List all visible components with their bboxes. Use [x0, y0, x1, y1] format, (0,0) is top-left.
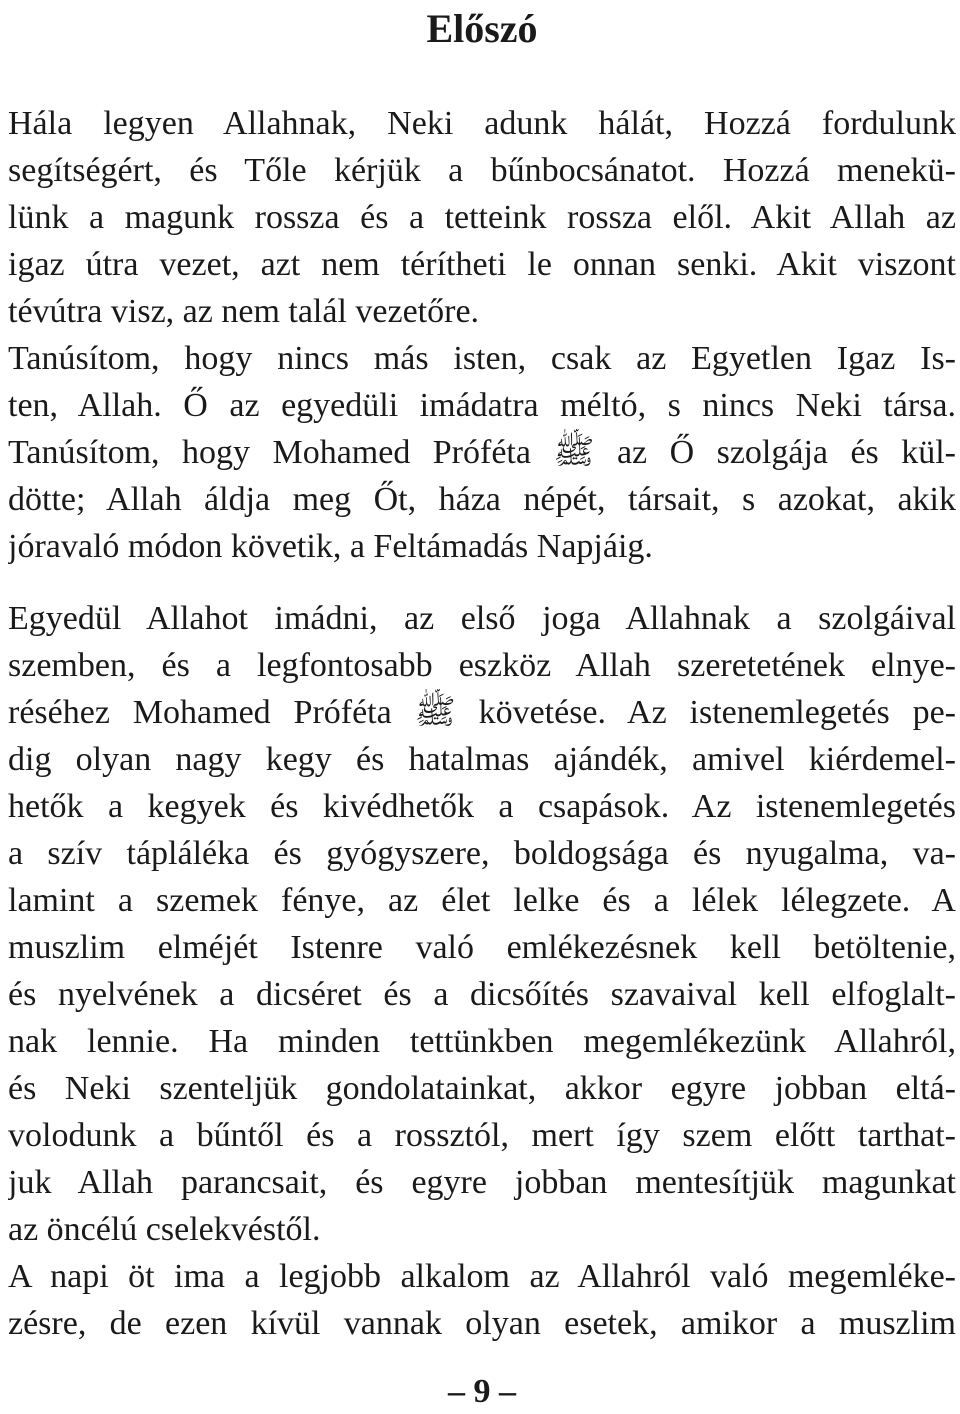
- text-line: hetők a kegyek és kivédhetők a csapások. Az istenemlegetés: [8, 788, 956, 825]
- text-line: A napi öt ima a legjobb alkalom az Allahról való megemléke-: [8, 1258, 956, 1295]
- body-text: [8, 100, 956, 1347]
- text-line: igaz útra vezet, azt nem térítheti le onnan senki. Akit viszont: [8, 246, 956, 283]
- text-line: lamint a szemek fénye, az élet lelke és a lélek lélegzete. A: [8, 882, 956, 919]
- text-line: Hála legyen Allahnak, Neki adunk hálát, Hozzá fordulunk: [8, 105, 956, 142]
- text-line: és nyelvének a dicséret és a dicsőítés szavaival kell elfoglalt-: [8, 976, 956, 1013]
- page-number: – 9 –: [448, 1373, 516, 1410]
- text-line: tévútra visz, az nem talál vezetőre.: [8, 293, 480, 330]
- text-line: ten, Allah. Ő az egyedüli imádatra méltó, s nincs Neki társa.: [8, 387, 956, 424]
- text-line: Tanúsítom, hogy Mohamed Próféta ﷺ az Ő szolgája és kül-: [8, 434, 956, 471]
- text-line: juk Allah parancsait, és egyre jobban mentesítjük magunkat: [8, 1164, 956, 1201]
- text-line: volodunk a bűntől és a rossztól, mert így szem előtt tarthat-: [8, 1117, 956, 1154]
- text-line: dötte; Allah áldja meg Őt, háza népét, társait, s azokat, akik: [8, 481, 956, 518]
- text-line: és Neki szenteljük gondolatainkat, akkor egyre jobban eltá-: [8, 1070, 956, 1107]
- text-line: muszlim elméjét Istenre való emlékezésnek kell betöltenie,: [8, 929, 956, 966]
- text-line: Tanúsítom, hogy nincs más isten, csak az Egyetlen Igaz Is-: [8, 340, 956, 377]
- paragraph-1: [8, 100, 956, 570]
- text-line: nak lennie. Ha minden tettünkben megemlékezünk Allahról,: [8, 1023, 956, 1060]
- paragraph-gap: [8, 570, 956, 595]
- text-line: szemben, és a legfontosabb eszköz Allah szeretetének elnye-: [8, 647, 956, 684]
- page-title: Előszó: [426, 6, 538, 51]
- text-line: a szív tápláléka és gyógyszere, boldogsága és nyugalma, va-: [8, 835, 956, 872]
- text-line: az öncélú cselekvéstől.: [8, 1211, 321, 1248]
- text-line: Egyedül Allahot imádni, az első joga Allahnak a szolgáival: [8, 600, 956, 637]
- text-line: jóravaló módon követik, a Feltámadás Napjáig.: [8, 528, 653, 565]
- text-line: zésre, de ezen kívül vannak olyan esetek, amikor a muszlim: [8, 1305, 956, 1342]
- book-page: [8, 0, 956, 1414]
- text-line: réséhez Mohamed Próféta ﷺ követése. Az istenemlegetés pe-: [8, 694, 956, 731]
- text-line: lünk a magunk rossza és a tetteink rossza elől. Akit Allah az: [8, 199, 956, 236]
- paragraph-2: [8, 595, 956, 1347]
- text-line: dig olyan nagy kegy és hatalmas ajándék, amivel kiérdemel-: [8, 741, 956, 778]
- text-line: segítségért, és Tőle kérjük a bűnbocsánatot. Hozzá menekü-: [8, 152, 956, 189]
